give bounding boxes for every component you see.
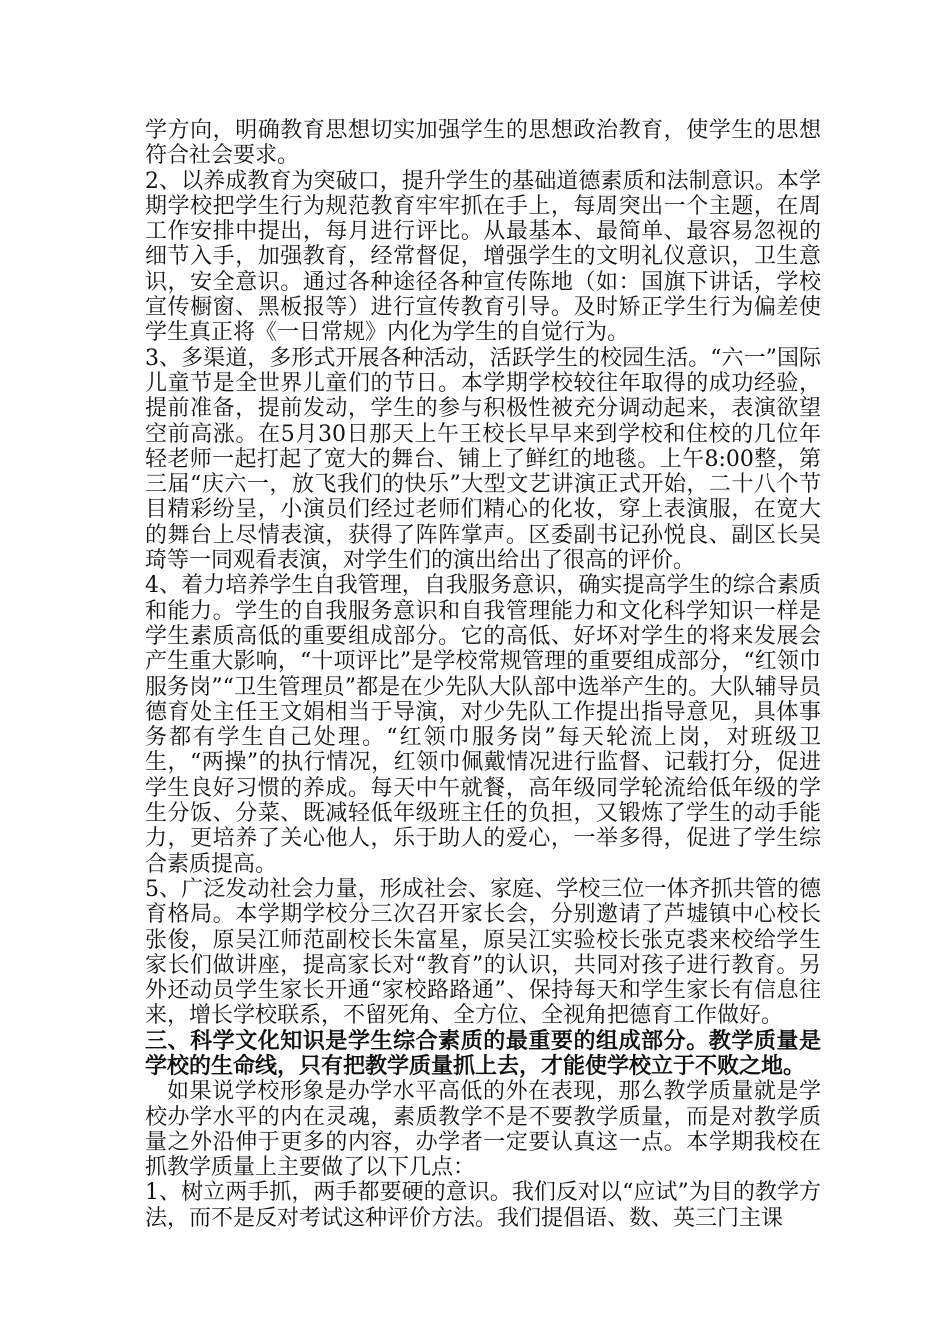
paragraph-item-3: 3、多渠道，多形式开展各种活动，活跃学生的校园生活。“六一”国际儿童节是全世界儿童们的节日。本学期学校较往年取得的成功经验，提前准备，提前发动，学生的参与积极性被充分调动起来，表演欲望空前高涨。在5月30日那天上午王校长早早来到学校和住校的几位年轻老师一起打起了宽大的舞台、铺上了鲜红的地毯。上午8:00整，第三届“庆六一，放飞我们的快乐”大型文艺讲演正式开始，二十八个节目精彩纷呈，小演员们经过老师们精心的化妆，穿上表演服，在宽大的舞台上尽情表演，获得了阵阵掌声。区委副书记孙悦良、副区长吴琦等一同观看表演，对学生们的演出给出了很高的评价。 xyxy=(145,345,821,574)
paragraph-section-3-intro: 如果说学校形象是办学水平高低的外在表现，那么教学质量就是学校办学水平的内在灵魂，素质教学不是不要教学质量，而是对教学质量之外沿伸于更多的内容，办学者一定要认真这一点。本学期我校在抓教学质量上主要做了以下几点： xyxy=(145,1079,821,1181)
paragraph-item-5: 5、广泛发动社会力量，形成社会、家庭、学校三位一体齐抓共管的德育格局。本学期学校分三次召开家长会，分别邀请了芦墟镇中心校长张俊，原吴江师范副校长朱富星，原吴江实验校长张克裘来校给学生家长们做讲座，提高家长对“教育”的认识，共同对孩子进行教育。另外还动员学生家长开通“家校路路通”、保持每天和学生家长有信息往来，增长学校联系，不留死角、全方位、全视角把德育工作做好。 xyxy=(145,876,821,1029)
paragraph-intro-continuation: 学方向，明确教育思想切实加强学生的思想政治教育，使学生的思想符合社会要求。 xyxy=(145,118,821,169)
section-heading-3: 三、科学文化知识是学生综合素质的最重要的组成部分。教学质量是学校的生命线，只有把教学质量抓上去，才能使学校立于不败之地。 xyxy=(145,1027,821,1079)
document-page xyxy=(145,118,821,1231)
paragraph-item-4: 4、着力培养学生自我管理，自我服务意识，确实提高学生的综合素质和能力。学生的自我服务意识和自我管理能力和文化科学知识一样是学生素质高低的重要组成部分。它的高低、好坏对学生的将来发展会产生重大影响，“十项评比”是学校常规管理的重要组成部分，“红领巾服务岗”“卫生管理员”都是在少先队大队部中选举产生的。大队辅导员德育处主任王文娟相当于导演，对少先队工作提出指导意见，具体事务都有学生自己处理。“红领巾服务岗”每天轮流上岗，对班级卫生，“两操”的执行情况，红领巾佩戴情况进行监督、记载打分，促进学生良好习惯的养成。每天中午就餐，高年级同学轮流给低年级的学生分饭、分菜、既减轻低年级班主任的负担，又锻炼了学生的动手能力，更培养了关心他人，乐于助人的爱心，一举多得，促进了学生综合素质提高。 xyxy=(145,573,821,877)
paragraph-item-2: 2、以养成教育为突破口，提升学生的基础道德素质和法制意识。本学期学校把学生行为规范教育牢牢抓在手上，每周突出一个主题，在周工作安排中提出，每月进行评比。从最基本、最简单、最容易忽视的细节入手，加强教育，经常督促，增强学生的文明礼仪意识，卫生意识，安全意识。通过各种途径各种宣传陈地（如：国旗下讲话，学校宣传橱窗、黑板报等）进行宣传教育引导。及时矫正学生行为偏差使学生真正将《一日常规》内化为学生的自觉行为。 xyxy=(145,168,821,346)
paragraph-section-3-item-1: 1、树立两手抓，两手都要硬的意识。我们反对以“应试”为目的教学方法，而不是反对考试这种评价方法。我们提倡语、数、英三门主课 xyxy=(145,1180,821,1231)
